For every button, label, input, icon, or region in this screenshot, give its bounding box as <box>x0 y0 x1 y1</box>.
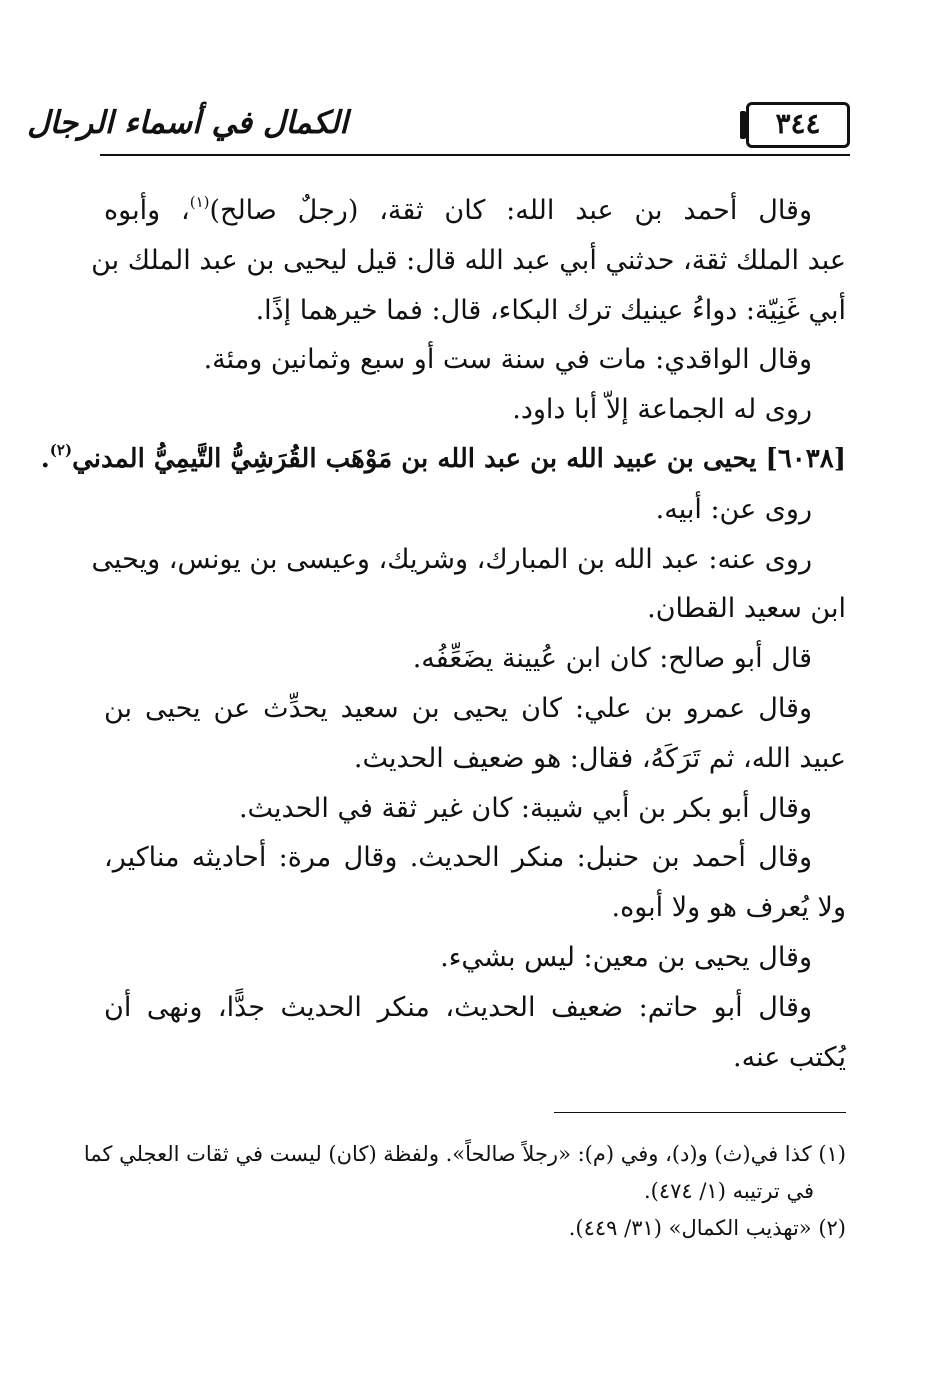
body-line: وقال يحيى بن معين: ليس بشيء. <box>440 941 812 973</box>
header-rule <box>100 154 850 156</box>
body-line: وقال الواقدي: مات في سنة ست أو سبع وثمانين ومئة. <box>203 344 812 376</box>
body-line: يُكتب عنه. <box>733 1041 846 1073</box>
body-line: وقال عمرو بن علي: كان يحيى بن سعيد يحدِّث عن يحيى بن <box>104 692 812 724</box>
page-header <box>27 98 850 158</box>
body-line: روى له الجماعة إلاّ أبا داود. <box>512 394 812 426</box>
footnote-separator <box>554 1112 846 1113</box>
body-line: أبي غَنِيّة: دواءُ عينيك ترك البكاء، قال: فما خيرهما إذًا. <box>255 294 846 326</box>
running-title: الكمال في أسماء الرجال <box>27 105 348 141</box>
page-number: ٣٤٤ <box>775 107 821 140</box>
footnote-line: في ترتيبه (١/ ٤٧٤). <box>643 1179 814 1203</box>
body-line: عبيد الله، ثم تَرَكَهُ، فقال: هو ضعيف الحديث. <box>353 742 846 774</box>
body-line: روى عن: أبيه. <box>655 493 812 525</box>
body-line: روى عنه: عبد الله بن المبارك، وشريك، وعيسى بن يونس، ويحيى <box>91 543 812 575</box>
body-line: وقال أبو بكر بن أبي شيبة: كان غير ثقة في الحديث. <box>238 792 812 824</box>
page-number-box <box>746 102 850 148</box>
body-line: قال أبو صالح: كان ابن عُيينة يضَعِّفُه. <box>412 643 812 675</box>
footnote-line: (١) كذا في(ث) و(د)، وفي (م): «رجلاً صالحاً». ولفظة (كان) ليست في ثقات العجلي كما <box>83 1142 846 1166</box>
footnote-line: (٢) «تهذيب الكمال» (٣١/ ٤٤٩). <box>568 1216 846 1240</box>
main-text <box>40 186 846 1082</box>
body-line: ابن سعيد القطان. <box>647 593 846 625</box>
body-line: وقال أحمد بن عبد الله: كان ثقة، (رجلٌ صالح)$^{(١)}$، وأبوه <box>104 193 812 226</box>
entry-heading: [٦٠٣٨] يحيى بن عبيد الله بن عبد الله بن مَوْهَب القُرَشِيُّ التَّيمِيُّ المدني$^{(٢)}$. <box>40 440 846 474</box>
footnote-marker: (٢) <box>49 440 73 459</box>
footnotes <box>83 1136 846 1247</box>
body-line: ولا يُعرف هو ولا أبوه. <box>611 892 846 924</box>
footnote-marker: (١) <box>189 193 210 211</box>
body-line: وقال أحمد بن حنبل: منكر الحديث. وقال مرة: أحاديثه مناكير، <box>104 842 812 874</box>
body-line: عبد الملك ثقة، حدثني أبي عبد الله قال: قيل ليحيى بن عبد الملك بن <box>91 244 846 276</box>
body-line: وقال أبو حاتم: ضعيف الحديث، منكر الحديث جدًّا، ونهى أن <box>104 991 812 1023</box>
